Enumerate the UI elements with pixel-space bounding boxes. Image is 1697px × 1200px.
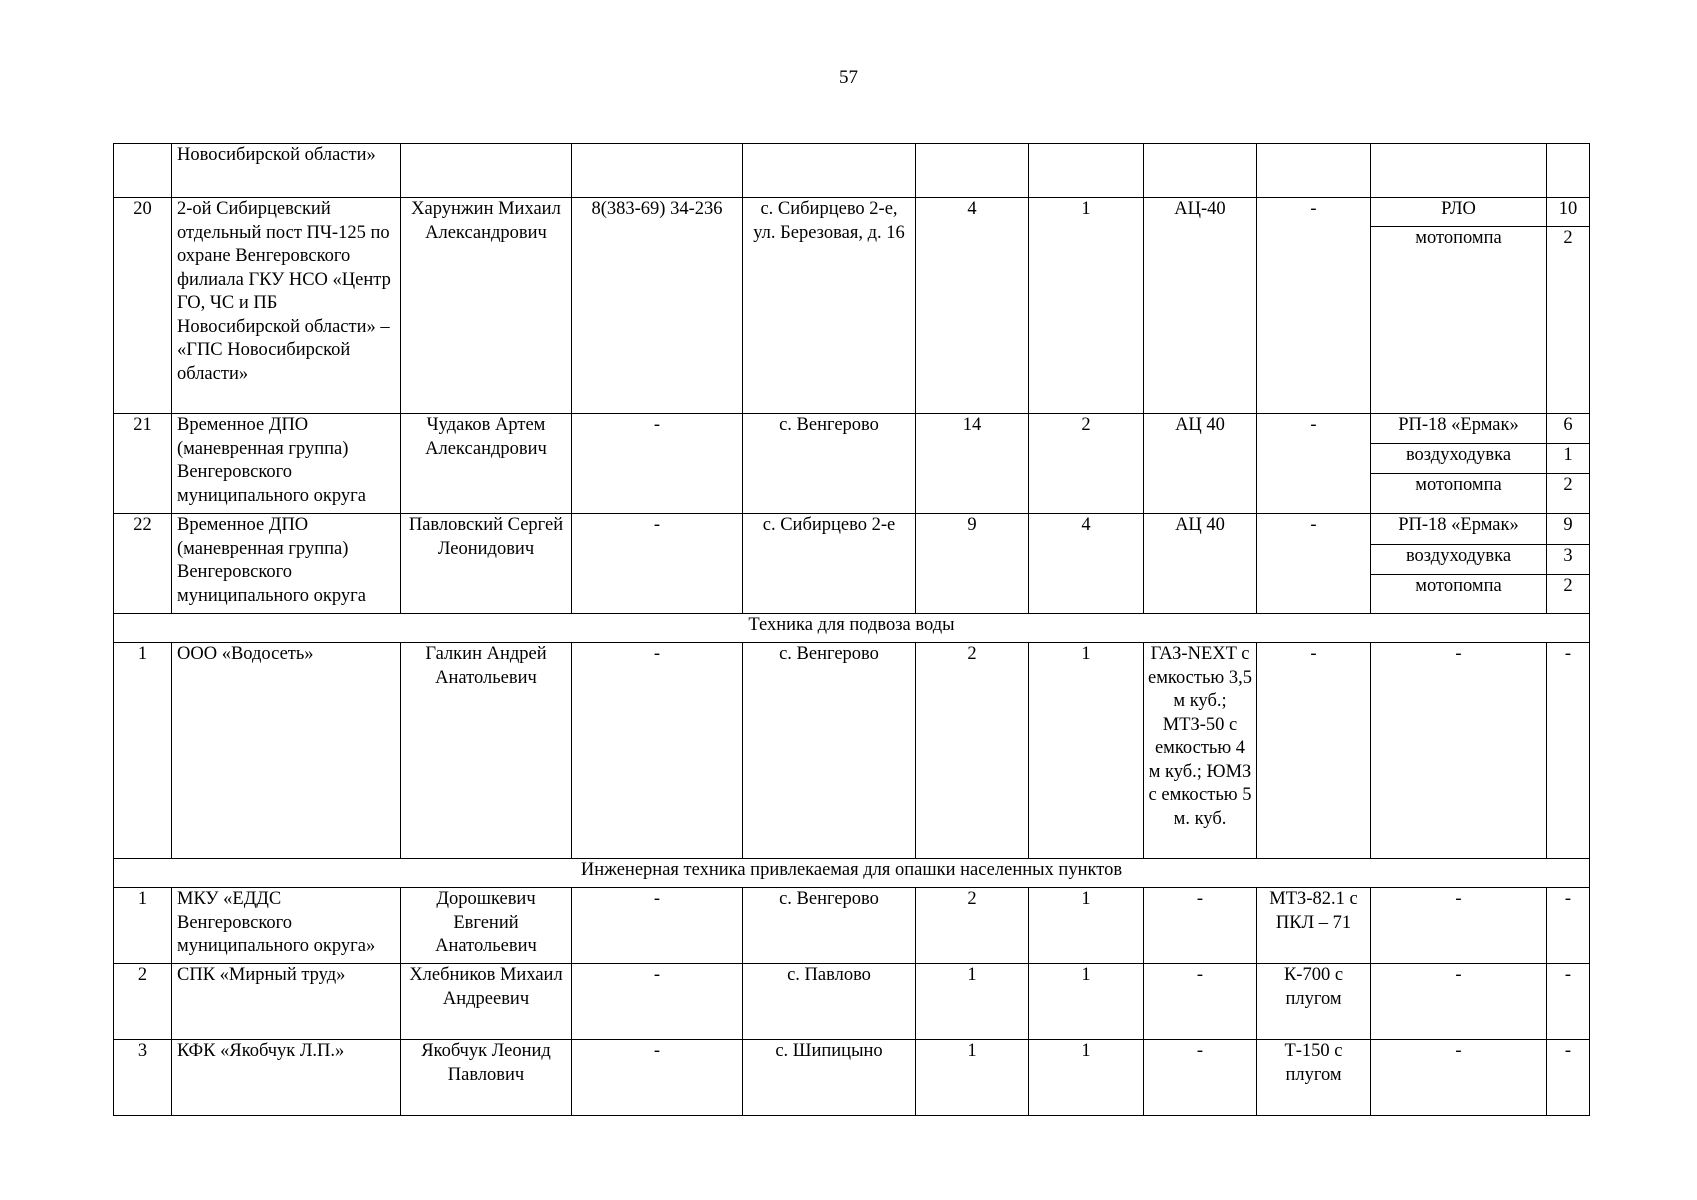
cell-units: 1 xyxy=(1029,964,1144,1040)
cell-head: Хлебников Михаил Андреевич xyxy=(401,964,572,1040)
cell-vehicle: ГАЗ-NEXT с емкостью 3,5 м куб.; МТЗ-50 с емкостью 4 м куб.; ЮМЗ с емкостью 5 м. куб. xyxy=(1144,643,1257,859)
cell-engineering xyxy=(1257,144,1371,198)
cell-phone: - xyxy=(572,414,743,514)
cell-num: 2 xyxy=(114,964,172,1040)
cell-num: 20 xyxy=(114,198,172,414)
cell-address: с. Сибирцево 2-е xyxy=(743,514,916,614)
cell-equipment-qty: 6 xyxy=(1547,414,1590,444)
cell-vehicle: - xyxy=(1144,1040,1257,1116)
cell-phone: - xyxy=(572,514,743,614)
cell-organization: Временное ДПО (маневренная группа) Венгеровского муниципального округа xyxy=(172,414,401,514)
cell-equipment-qty: 3 xyxy=(1547,545,1590,575)
cell-phone xyxy=(572,144,743,198)
cell-phone: - xyxy=(572,1040,743,1116)
cell-units: 4 xyxy=(1029,514,1144,614)
table-row xyxy=(114,888,1590,964)
cell-engineering: Т-150 с плугом xyxy=(1257,1040,1371,1116)
cell-organization: КФК «Якобчук Л.П.» xyxy=(172,1040,401,1116)
page-number: 57 xyxy=(839,67,858,88)
cell-equipment-name: мотопомпа xyxy=(1371,575,1547,614)
cell-equipment-qty: 2 xyxy=(1547,474,1590,514)
cell-equipment-qty: - xyxy=(1547,964,1590,1040)
cell-num: 21 xyxy=(114,414,172,514)
cell-equipment-name: РЛО xyxy=(1371,198,1547,227)
cell-organization: 2-ой Сибирцевский отдельный пост ПЧ-125 по охране Венгеровского филиала ГКУ НСО «Центр ГО, ЧС и ПБ Новосибирской области» – «ГПС Новосибирской области» xyxy=(172,198,401,414)
cell-organization: ООО «Водосеть» xyxy=(172,643,401,859)
cell-equipment-name: воздуходувка xyxy=(1371,444,1547,474)
cell-head: Дорошкевич Евгений Анатольевич xyxy=(401,888,572,964)
cell-phone: - xyxy=(572,888,743,964)
cell-vehicle: АЦ 40 xyxy=(1144,514,1257,614)
cell-address: с. Павлово xyxy=(743,964,916,1040)
cell-equipment-qty: - xyxy=(1547,1040,1590,1116)
section-row xyxy=(114,614,1590,643)
cell-head: Харунжин Михаил Александрович xyxy=(401,198,572,414)
cell-equipment-qty: 10 xyxy=(1547,198,1590,227)
cell-people: 9 xyxy=(916,514,1029,614)
cell-people: 4 xyxy=(916,198,1029,414)
cell-equipment-name: РП-18 «Ермак» xyxy=(1371,414,1547,444)
cell-address: с. Сибирцево 2-е, ул. Березовая, д. 16 xyxy=(743,198,916,414)
cell-people: 1 xyxy=(916,1040,1029,1116)
table-row xyxy=(114,414,1590,444)
cell-units: 1 xyxy=(1029,643,1144,859)
cell-phone: 8(383-69) 34-236 xyxy=(572,198,743,414)
table-row xyxy=(114,1040,1590,1116)
cell-organization: МКУ «ЕДДС Венгеровского муниципального округа» xyxy=(172,888,401,964)
cell-vehicle: АЦ-40 xyxy=(1144,198,1257,414)
cell-head: Павловский Сергей Леонидович xyxy=(401,514,572,614)
cell-address xyxy=(743,144,916,198)
cell-num: 22 xyxy=(114,514,172,614)
cell-equipment-name: воздуходувка xyxy=(1371,545,1547,575)
cell-equipment-name: - xyxy=(1371,964,1547,1040)
cell-equipment-name: - xyxy=(1371,1040,1547,1116)
cell-equipment-qty: 2 xyxy=(1547,227,1590,414)
cell-equipment-qty: 1 xyxy=(1547,444,1590,474)
cell-engineering: - xyxy=(1257,414,1371,514)
cell-organization: Временное ДПО (маневренная группа) Венгеровского муниципального округа xyxy=(172,514,401,614)
cell-head: Чудаков Артем Александрович xyxy=(401,414,572,514)
cell-engineering: МТЗ-82.1 с ПКЛ – 71 xyxy=(1257,888,1371,964)
table-row xyxy=(114,144,1590,198)
cell-units: 2 xyxy=(1029,414,1144,514)
table-row xyxy=(114,964,1590,1040)
cell-engineering: - xyxy=(1257,514,1371,614)
cell-vehicle: АЦ 40 xyxy=(1144,414,1257,514)
cell-engineering: - xyxy=(1257,643,1371,859)
cell-equipment-qty: 9 xyxy=(1547,514,1590,545)
cell-equipment-name xyxy=(1371,144,1547,198)
section-title-water: Техника для подвоза воды xyxy=(114,614,1590,643)
cell-address: с. Венгерово xyxy=(743,888,916,964)
cell-units: 1 xyxy=(1029,888,1144,964)
section-title-engineering: Инженерная техника привлекаемая для опашки населенных пунктов xyxy=(114,859,1590,888)
cell-num: 1 xyxy=(114,643,172,859)
cell-head: Якобчук Леонид Павлович xyxy=(401,1040,572,1116)
cell-units: 1 xyxy=(1029,198,1144,414)
cell-equipment-qty: - xyxy=(1547,643,1590,859)
cell-equipment-name: - xyxy=(1371,888,1547,964)
cell-people: 1 xyxy=(916,964,1029,1040)
cell-engineering: К-700 с плугом xyxy=(1257,964,1371,1040)
cell-phone: - xyxy=(572,964,743,1040)
table-row xyxy=(114,514,1590,545)
cell-people xyxy=(916,144,1029,198)
cell-engineering: - xyxy=(1257,198,1371,414)
cell-num: 1 xyxy=(114,888,172,964)
cell-address: с. Венгерово xyxy=(743,414,916,514)
cell-equipment-name: мотопомпа xyxy=(1371,227,1547,414)
section-row xyxy=(114,859,1590,888)
cell-equipment-name: - xyxy=(1371,643,1547,859)
cell-equipment-name: мотопомпа xyxy=(1371,474,1547,514)
cell-equipment-name: РП-18 «Ермак» xyxy=(1371,514,1547,545)
cell-people: 2 xyxy=(916,888,1029,964)
cell-units xyxy=(1029,144,1144,198)
cell-vehicle: - xyxy=(1144,964,1257,1040)
cell-address: с. Шипицыно xyxy=(743,1040,916,1116)
cell-head: Галкин Андрей Анатольевич xyxy=(401,643,572,859)
cell-people: 14 xyxy=(916,414,1029,514)
cell-num: 3 xyxy=(114,1040,172,1116)
cell-equipment-qty xyxy=(1547,144,1590,198)
cell-equipment-qty: 2 xyxy=(1547,575,1590,614)
table-row xyxy=(114,198,1590,227)
cell-people: 2 xyxy=(916,643,1029,859)
cell-equipment-qty: - xyxy=(1547,888,1590,964)
cell-num xyxy=(114,144,172,198)
cell-vehicle: - xyxy=(1144,888,1257,964)
cell-organization: Новосибирской области» xyxy=(172,144,401,198)
cell-phone: - xyxy=(572,643,743,859)
cell-vehicle xyxy=(1144,144,1257,198)
resources-table xyxy=(113,143,1590,1116)
cell-organization: СПК «Мирный труд» xyxy=(172,964,401,1040)
cell-units: 1 xyxy=(1029,1040,1144,1116)
cell-address: с. Венгерово xyxy=(743,643,916,859)
cell-head xyxy=(401,144,572,198)
table-row xyxy=(114,643,1590,859)
